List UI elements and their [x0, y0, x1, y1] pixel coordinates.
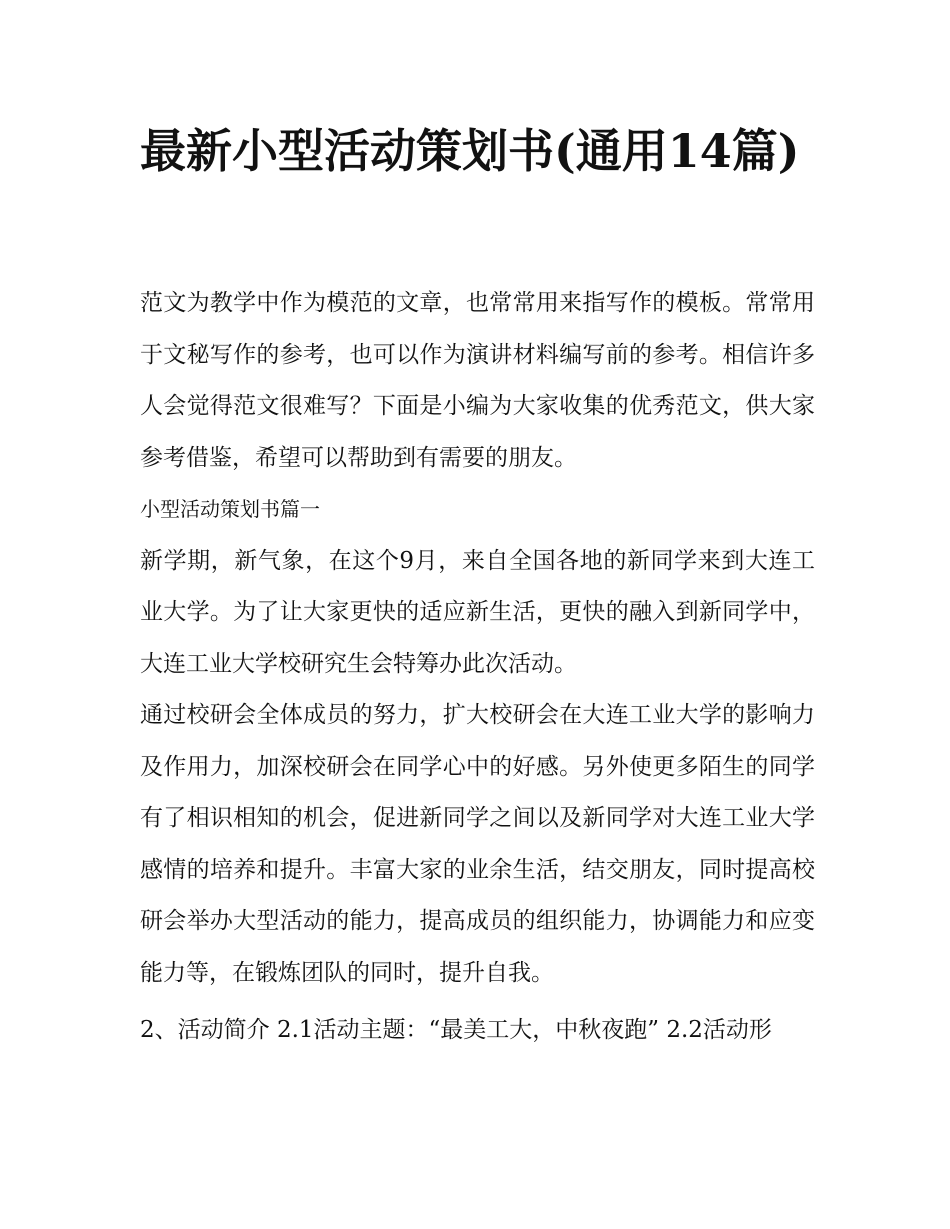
intro-paragraph: 范文为教学中作为模范的文章，也常常用来指写作的模板。常常用于文秘写作的参考，也可以作为演讲材料编写前的参考。相信许多人会觉得范文很难写？下面是小编为大家收集的优秀范文，供大家参考借鉴，希望可以帮助到有需要的朋友。 — [140, 290, 815, 471]
section-heading: 小型活动策划书篇一 — [140, 497, 320, 521]
document-body — [140, 278, 815, 1057]
document-title: 最新小型活动策划书(通用14篇) — [140, 124, 800, 178]
body-paragraph: 通过校研会全体成员的努力，扩大校研会在大连工业大学的影响力及作用力，加深校研会在同学心中的好感。另外使更多陌生的同学有了相识相知的机会，促进新同学之间以及新同学对大连工业大学感情的培养和提升。丰富大家的业余生活，结交朋友，同时提高校研会举办大型活动的能力，提高成员的组织能力，协调能力和应变能力等，在锻炼团队的同时，提升自我。 — [140, 702, 815, 986]
body-paragraph: 新学期，新气象，在这个9月，来自全国各地的新同学来到大连工业大学。为了让大家更快的适应新生活，更快的融入到新同学中，大连工业大学校研究生会特筹办此次活动。 — [140, 547, 815, 677]
body-paragraph: 2、活动简介 2.1活动主题：“最美工大，中秋夜跑” 2.2活动形 — [140, 1017, 772, 1043]
